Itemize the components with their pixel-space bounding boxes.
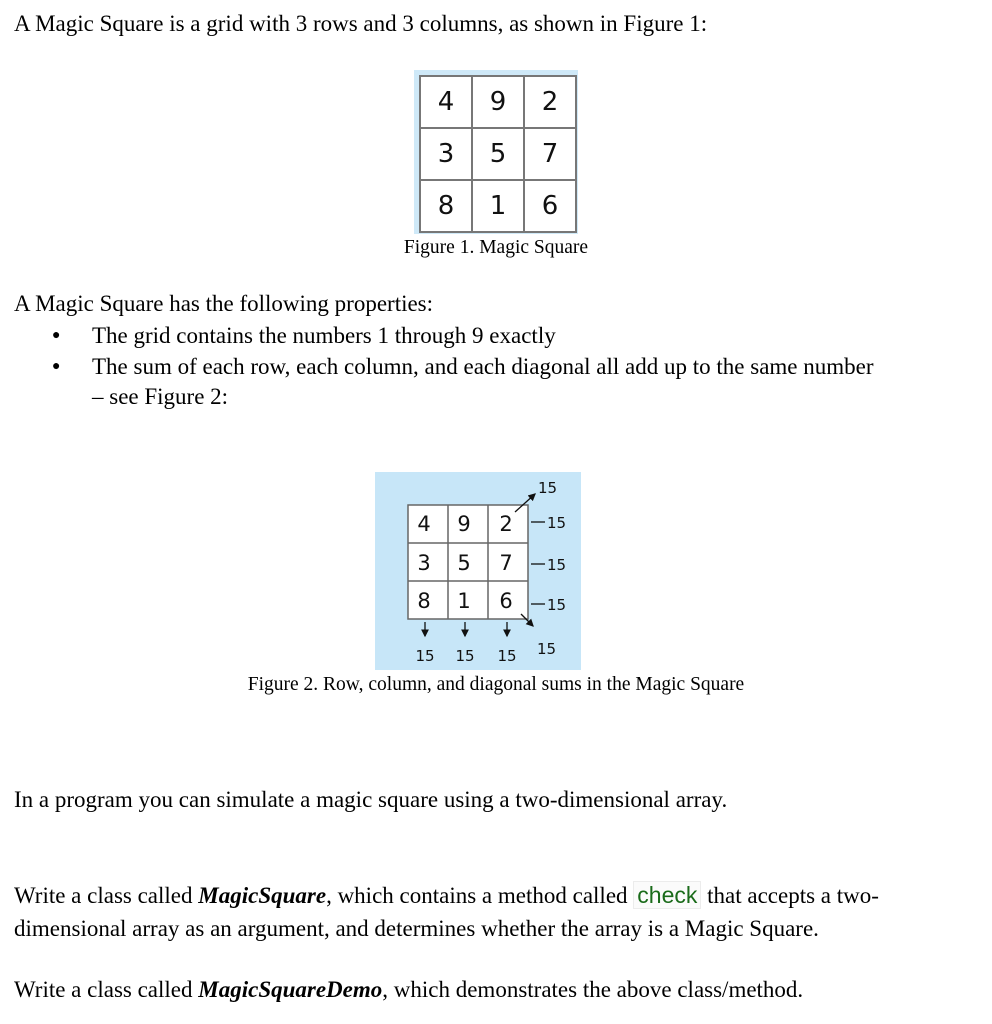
class-paragraph-line-1: [14, 881, 879, 910]
bullet-item-continuation: – see Figure 2:: [92, 384, 229, 409]
grid-cell: 2: [524, 76, 576, 128]
grid-cell: 3: [420, 128, 472, 180]
grid-cell: 3: [417, 551, 431, 575]
row-sum-label: 15: [547, 514, 567, 532]
column-sum-label: 15: [455, 647, 475, 665]
intro-text: A Magic Square is a grid with 3 rows and 3 columns, as shown in Figure 1:: [14, 11, 708, 36]
diagonal-sum-label: 15: [537, 640, 557, 658]
figure-1-caption: Figure 1. Magic Square: [403, 237, 589, 258]
bullet-icon: ●: [52, 359, 61, 374]
grid-cell: 4: [417, 512, 431, 536]
text-segment: that accepts a two-: [701, 883, 879, 908]
text-segment: , which contains a method called: [326, 883, 634, 908]
magic-square-grid: [419, 75, 577, 233]
grid-cell: 2: [499, 512, 513, 536]
figure-2-sums: [375, 472, 581, 670]
grid-cell: 4: [420, 76, 472, 128]
method-name-code: check: [633, 881, 701, 909]
properties-heading: A Magic Square has the following properties:: [14, 291, 434, 316]
figure-1-magic-square: [414, 70, 578, 234]
grid-cell: 8: [417, 589, 431, 613]
class-name: MagicSquare: [198, 883, 327, 908]
text-segment: , which demonstrates the above class/method.: [382, 977, 804, 1002]
class-name: MagicSquareDemo: [198, 977, 383, 1002]
figure-2-caption: Figure 2. Row, column, and diagonal sums in the Magic Square: [247, 674, 745, 695]
bullet-icon: ●: [52, 328, 61, 343]
text-segment: Write a class called: [14, 883, 199, 908]
demo-paragraph: [14, 976, 803, 1004]
sums-diagram: [375, 472, 581, 670]
grid-cell: 6: [499, 589, 513, 613]
column-sum-label: 15: [497, 647, 517, 665]
grid-cell: 7: [524, 128, 576, 180]
row-sum-label: 15: [547, 556, 567, 574]
grid-cell: 1: [457, 589, 471, 613]
grid-cell: 7: [499, 551, 513, 575]
bullet-item: The sum of each row, each column, and each diagonal all add up to the same number: [92, 354, 874, 379]
grid-cell: 1: [472, 180, 524, 232]
grid-cell: 9: [472, 76, 524, 128]
text-segment: Write a class called: [14, 977, 199, 1002]
class-paragraph-line-2: dimensional array as an argument, and determines whether the array is a Magic Square.: [14, 916, 819, 941]
grid-cell: 8: [420, 180, 472, 232]
grid-cell: 9: [457, 512, 471, 536]
program-paragraph: In a program you can simulate a magic square using a two-dimensional array.: [14, 787, 728, 812]
bullet-item: The grid contains the numbers 1 through 9 exactly: [92, 323, 556, 348]
row-sum-label: 15: [547, 596, 567, 614]
grid-cell: 6: [524, 180, 576, 232]
diagonal-sum-label: 15: [538, 479, 558, 497]
grid-cell: 5: [472, 128, 524, 180]
column-sum-label: 15: [415, 647, 435, 665]
grid-cell: 5: [457, 551, 471, 575]
